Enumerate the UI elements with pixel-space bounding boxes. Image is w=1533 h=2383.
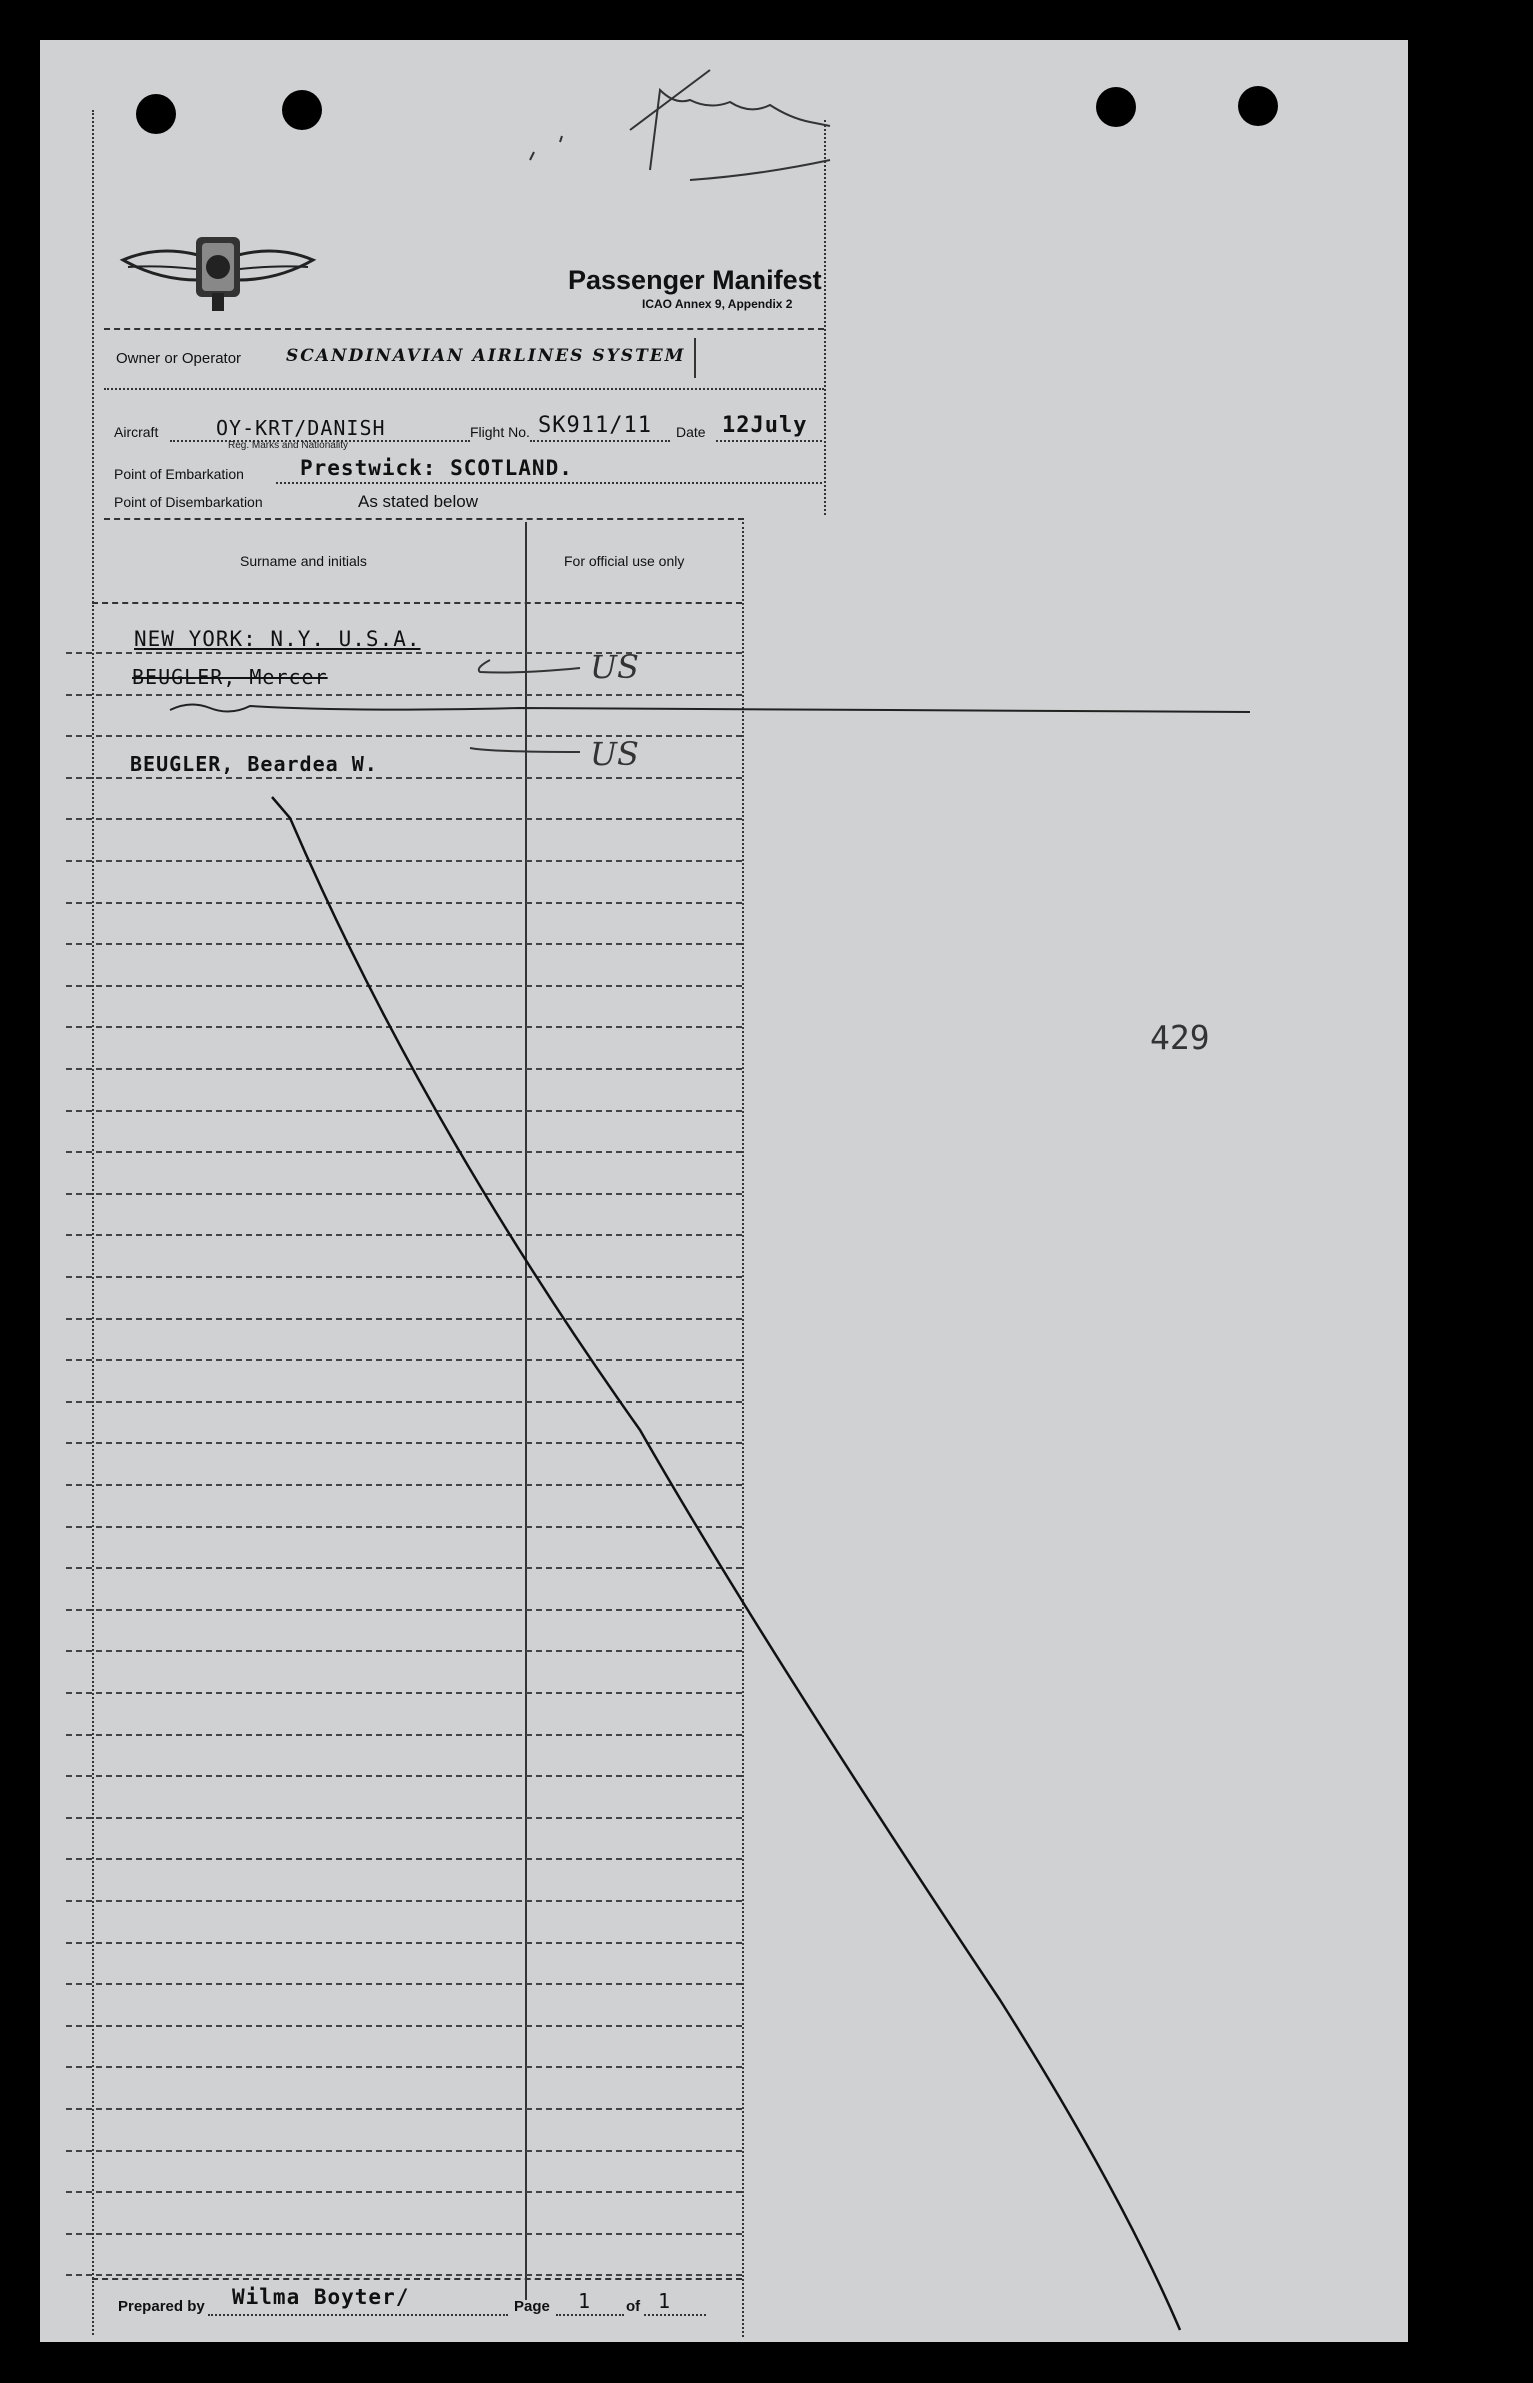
embark-label: Point of Embarkation: [114, 466, 244, 482]
table-row-official: US: [590, 735, 639, 773]
page-label: Page: [514, 2298, 550, 2315]
footer-divider: [92, 2278, 742, 2280]
page-value: 1: [578, 2289, 592, 2313]
prepared-line: [208, 2314, 508, 2316]
flight-label: Flight No.: [470, 424, 530, 440]
flight-value: SK911/11: [538, 413, 652, 438]
form-title: Passenger Manifest: [568, 265, 822, 295]
of-label: of: [626, 2298, 641, 2315]
table-row-passenger: BEUGLER, Beardea W.: [130, 752, 378, 776]
column-header-surname: Surname and initials: [240, 553, 367, 569]
embark-value: Prestwick: SCOTLAND.: [300, 456, 573, 480]
owner-label: Owner or Operator: [116, 350, 242, 367]
owner-value: SCANDINAVIAN AIRLINES SYSTEM: [286, 346, 686, 366]
aircraft-value: OY-KRT/DANISH: [216, 416, 386, 440]
date-value: 12July: [722, 413, 808, 438]
table-row-city: NEW YORK: N.Y. U.S.A.: [134, 627, 421, 651]
form-subtitle: ICAO Annex 9, Appendix 2: [642, 297, 793, 311]
stamp-number: 429: [1150, 1018, 1210, 1057]
column-header-official: For official use only: [564, 553, 685, 569]
prepared-value: Wilma Boyter/: [232, 2285, 410, 2309]
of-line: [644, 2314, 706, 2316]
page-line: [556, 2314, 624, 2316]
date-label: Date: [676, 424, 706, 440]
disembark-value: As stated below: [358, 492, 479, 511]
aircraft-sublabel: Reg. Marks and Nationality: [228, 440, 349, 451]
of-value: 1: [658, 2289, 672, 2313]
table-row-official: US: [590, 648, 639, 686]
disembark-label: Point of Disembarkation: [114, 494, 263, 510]
prepared-label: Prepared by: [118, 2298, 205, 2315]
table-row-passenger: BEUGLER, Mercer: [132, 665, 328, 689]
aircraft-label: Aircraft: [114, 424, 159, 440]
